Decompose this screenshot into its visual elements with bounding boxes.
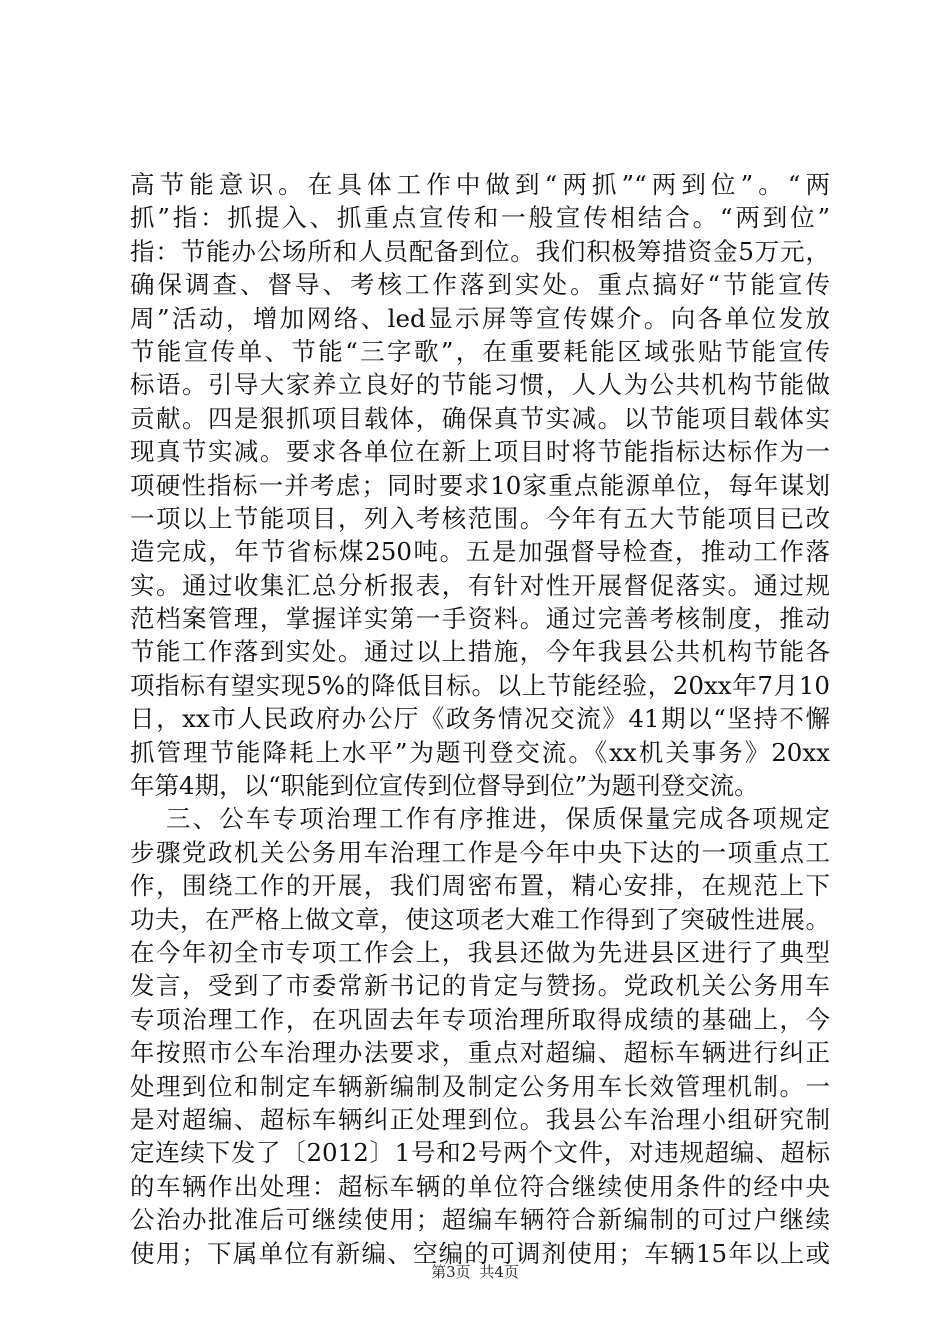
text-line: 专项治理工作，在巩固去年专项治理所取得成绩的基础上，今 bbox=[130, 1004, 830, 1034]
text-line: 年第4期，以“职能到位宣传到位督导到位”为题刊登交流。 bbox=[130, 771, 759, 801]
text-line: 现真节实减。要求各单位在新上项目时将节能指标达标作为一 bbox=[130, 437, 830, 467]
text-line: 一项以上节能项目，列入考核范围。今年有五大节能项目已改 bbox=[130, 503, 830, 533]
text-line: 抓管理节能降耗上水平”为题刊登交流。《xx机关事务》20xx bbox=[130, 737, 830, 767]
text-line: 使用；下属单位有新编、空编的可调剂使用；车辆15年以上或 bbox=[130, 1238, 830, 1268]
text-line: 作，围绕工作的开展，我们周密布置，精心安排，在规范上下 bbox=[130, 871, 830, 901]
section-heading-line: 三、公车专项治理工作有序推进，保质保量完成各项规定 bbox=[166, 804, 830, 834]
text-line: 是对超编、超标车辆纠正处理到位。我县公车治理小组研究制 bbox=[130, 1104, 830, 1134]
text-line: 标语。引导大家养立良好的节能习惯，人人为公共机构节能做 bbox=[130, 370, 830, 400]
text-line: 高节能意识。在具体工作中做到“两抓”“两到位”。“两 bbox=[130, 170, 830, 199]
text-line: 指：节能办公场所和人员配备到位。我们积极筹措资金5万元， bbox=[130, 236, 830, 266]
text-line: 项硬性指标一并考虑；同时要求10家重点能源单位，每年谋划 bbox=[130, 470, 830, 500]
text-line: 实。通过收集汇总分析报表，有针对性开展督促落实。通过规 bbox=[130, 570, 830, 600]
text-line: 节能工作落到实处。通过以上措施，今年我县公共机构节能各 bbox=[130, 637, 830, 667]
text-line: 日，xx市人民政府办公厅《政务情况交流》41期以“坚持不懈 bbox=[130, 704, 830, 734]
text-line: 的车辆作出处理：超标车辆的单位符合继续使用条件的经中央 bbox=[130, 1171, 830, 1201]
text-line: 贡献。四是狠抓项目载体，确保真节实减。以节能项目载体实 bbox=[130, 403, 830, 433]
text-line: 确保调查、督导、考核工作落到实处。重点搞好“节能宣传 bbox=[130, 270, 830, 300]
body-text bbox=[130, 168, 830, 1270]
text-line: 公治办批准后可继续使用；超编车辆符合新编制的可过户继续 bbox=[130, 1205, 830, 1235]
text-line: 周”活动，增加网络、led显示屏等宣传媒介。向各单位发放 bbox=[130, 303, 830, 333]
text-line: 处理到位和制定车辆新编制及制定公务用车长效管理机制。一 bbox=[130, 1071, 830, 1101]
text-line: 项指标有望实现5%的降低目标。以上节能经验，20xx年7月10 bbox=[130, 670, 830, 700]
text-line: 在今年初全市专项工作会上，我县还做为先进县区进行了典型 bbox=[130, 937, 830, 967]
text-line: 发言，受到了市委常新书记的肯定与赞扬。党政机关公务用车 bbox=[130, 971, 830, 1001]
text-line: 定连续下发了〔2012〕1号和2号两个文件，对违规超编、超标 bbox=[130, 1138, 830, 1168]
text-line: 抓”指：抓提入、抓重点宣传和一般宣传相结合。“两到位” bbox=[130, 203, 830, 233]
text-line: 范档案管理，掌握详实第一手资料。通过完善考核制度，推动 bbox=[130, 604, 830, 634]
text-line: 功夫，在严格上做文章，使这项老大难工作得到了突破性进展。 bbox=[130, 904, 830, 934]
text-line: 节能宣传单、节能“三字歌”，在重要耗能区域张贴节能宣传 bbox=[130, 336, 830, 366]
text-line: 年按照市公车治理办法要求，重点对超编、超标车辆进行纠正 bbox=[130, 1038, 830, 1068]
page-number-footer: 第3页 共4页 bbox=[431, 1263, 519, 1281]
text-line: 造完成，年节省标煤250吨。五是加强督导检查，推动工作落 bbox=[130, 537, 830, 567]
text-line: 步骤党政机关公务用车治理工作是今年中央下达的一项重点工 bbox=[130, 837, 830, 867]
